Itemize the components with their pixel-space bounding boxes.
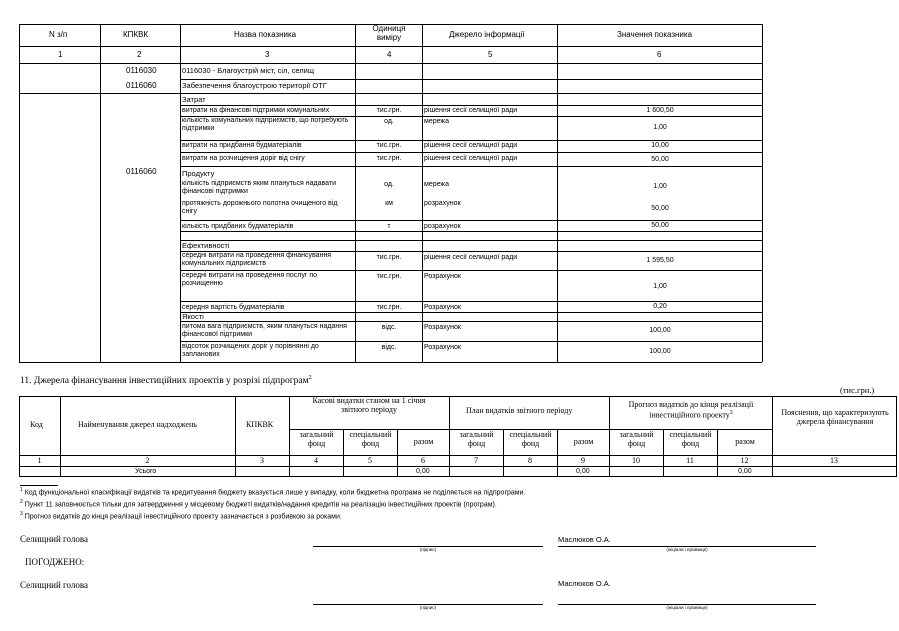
indicator-group: Затрат [182, 95, 206, 104]
indicator-unit: т [387, 223, 391, 230]
indicator-unit: тис.грн. [376, 155, 402, 162]
indicator-source: рішення сесії селищної ради [424, 107, 518, 114]
footnote-2: $^2$ Пункт 11 заповнюється тільки для затвердження у місцевому бюджеті видатків/надання кредитів на реалізацію інвестиційних проектів (програм). [20, 499, 497, 509]
indicator-group: Ефективності [182, 241, 230, 250]
indicator-source: Розрахунок [424, 304, 461, 311]
indicator-name: кількість підприємств яким плануться надавати фінансові підтримки [182, 180, 337, 195]
indicator-name: витрати на фінансові підтримки комунальних [182, 107, 330, 114]
header-kpkvk: КПКВК [123, 30, 149, 39]
indicator-unit: од. [384, 118, 394, 125]
header-source: Джерело інформації [449, 30, 525, 39]
indicator-source: Розрахунок [424, 273, 461, 280]
indicator-value: 50,00 [651, 156, 669, 163]
total-row-plan: 0,00 [576, 468, 590, 475]
units-label: (тис.грн.) [840, 385, 875, 395]
name-caption: (ініціали і прізвище) [666, 605, 708, 610]
total-row-forecast: 0,00 [738, 468, 752, 475]
indicator-value: 100,00 [649, 327, 671, 334]
colnum: 12 [740, 456, 749, 465]
section-11-title: 11. Джерела фінансування інвестиційних проектів у розрізі підпрограм$^2$ [20, 375, 312, 387]
indicator-value: 1 595,50 [646, 257, 674, 264]
header-code: Код [30, 420, 43, 429]
indicator-source: мережа [424, 181, 449, 188]
total-row-cash: 0,00 [416, 468, 430, 475]
indicator-value: 1 600,50 [646, 107, 674, 114]
indicator-unit: відс. [381, 324, 397, 331]
indicator-name: 0116030 - Благоустрій міст, сіл, селищ [182, 66, 315, 75]
indicator-name: витрати на розчищення доріг від снігу [182, 155, 305, 162]
colnum: 3 [260, 456, 264, 465]
header-explanation: Пояснення, що характеризують джерела фінансування [781, 408, 889, 426]
colnum-5: 5 [488, 50, 493, 59]
header-cash-expenses: Касові видатки станом на 1 січня звітного періоду [312, 396, 426, 414]
signature-caption: (підпис) [419, 547, 437, 552]
colnum: 9 [581, 456, 585, 465]
subheader-total: разом [413, 437, 434, 446]
header-num: N з/п [49, 30, 68, 39]
indicator-unit: тис.грн. [376, 107, 402, 114]
subheader-general-fund: загальний фонд [459, 430, 494, 448]
colnum: 8 [528, 456, 532, 465]
indicator-unit: од. [384, 181, 394, 188]
indicator-source: рішення сесії селищної ради [424, 254, 518, 261]
indicator-unit: відс. [381, 344, 397, 351]
indicator-group: Продукту [182, 169, 215, 178]
colnum: 7 [474, 456, 478, 465]
header-source-name: Найменування джерел надходжень [78, 420, 197, 429]
footnote-separator [20, 485, 58, 486]
agreed-label: ПОГОДЖЕНО: [25, 557, 85, 567]
indicator-name: протяжність дорожнього полотна очищеного від снігу [182, 200, 338, 215]
indicator-name: відсоток розчищених доріг у порівнянні до запланових [182, 343, 319, 358]
colnum: 11 [686, 456, 694, 465]
head-label: Селищний голова [20, 534, 89, 544]
indicator-unit: км [385, 200, 393, 207]
indicator-name: середні витрати на проведення послуг по розчищенню [182, 272, 318, 287]
indicator-unit: тис.грн. [376, 142, 402, 149]
indicator-source: рішення сесії селищної ради [424, 142, 518, 149]
colnum-4: 4 [387, 50, 392, 59]
total-row-label: Усього [135, 468, 157, 475]
indicator-name: кількість придбаних будматеріалів [182, 223, 294, 230]
indicator-source: рішення сесії селищної ради [424, 155, 518, 162]
colnum: 13 [830, 456, 838, 465]
indicator-name: середня вартість будматеріалів [182, 304, 285, 311]
footnote-1: $^1$ Код функціональної класифікації видатків та кредитування бюджету вказується лише у випадку, коли бюджетна програма не поділяється на підпрограми. [20, 487, 526, 497]
indicator-unit: тис.грн. [376, 273, 402, 280]
subheader-general-fund: загальний фонд [619, 430, 654, 448]
header-plan-expenses: План видатків звітного періоду [466, 406, 573, 415]
footnote-3: $^3$ Прогноз видатків до кінця реалізації інвестиційного проекту зазначається з розбивкою за роками. [20, 511, 342, 521]
header-indicator-name: Назва показника [234, 30, 297, 39]
indicator-source: розрахунок [424, 223, 461, 230]
indicator-group: Якості [182, 312, 204, 321]
colnum: 5 [368, 456, 372, 465]
header-unit: Одиниця виміру [372, 24, 406, 42]
colnum: 10 [632, 456, 640, 465]
colnum: 1 [37, 456, 42, 465]
head-name: Маслюков О.А. [558, 579, 611, 588]
colnum: 2 [145, 456, 150, 465]
colnum-3: 3 [265, 50, 270, 59]
subheader-total: разом [735, 437, 755, 446]
kpkvk-code: 0116060 [126, 81, 157, 90]
head-label: Селищний голова [20, 580, 89, 590]
subheader-general-fund: загальний фонд [299, 430, 334, 448]
indicator-value: 50,00 [651, 222, 669, 229]
indicator-value: 0,20 [653, 303, 667, 310]
indicator-value: 50,00 [651, 205, 669, 212]
signature-caption: (підпис) [419, 605, 437, 610]
indicator-name: Забезпечення благоустрою території ОТГ [182, 81, 327, 90]
colnum-2: 2 [137, 50, 142, 59]
colnum: 4 [314, 456, 318, 465]
indicator-source: мережа [424, 118, 449, 125]
kpkvk-merged-code: 0116060 [126, 167, 157, 176]
indicator-value: 1,00 [653, 283, 667, 290]
indicator-source: розрахунок [424, 200, 461, 207]
name-caption: (ініціали і прізвище) [666, 547, 708, 552]
indicator-value: 1,00 [653, 183, 667, 190]
indicator-unit: тис.грн. [376, 304, 402, 311]
subheader-special-fund: спеціальний фонд [509, 430, 552, 448]
header-value: Значення показника [617, 30, 693, 39]
indicator-name: витрати на придбання будматеріалів [182, 142, 302, 149]
indicator-source: Розрахунок [424, 344, 461, 351]
head-name: Маслюков О.А. [558, 535, 611, 544]
indicator-name: питома вага підприємств, яким плануться надання фінансової підтримки [182, 323, 347, 338]
indicator-value: 1,00 [653, 124, 667, 131]
kpkvk-code: 0116030 [126, 66, 157, 75]
subheader-total: разом [573, 437, 594, 446]
colnum-1: 1 [58, 50, 63, 59]
header-forecast-expenses: Прогноз видатків до кінця реалізації інвестиційного проекту$^3$ [628, 400, 754, 420]
subheader-special-fund: спеціальний фонд [349, 430, 392, 448]
indicator-source: Розрахунок [424, 324, 461, 331]
indicator-unit: тис.грн. [376, 254, 402, 261]
colnum-6: 6 [657, 50, 662, 59]
colnum: 6 [421, 456, 425, 465]
indicator-name: кількість комунальних підприємств, що потребують підтримки [182, 117, 349, 132]
indicator-value: 10,00 [651, 142, 669, 149]
indicator-name: середні витрати на проведення фінансування комунальних підприємств [182, 252, 332, 267]
subheader-special-fund: спеціальний фонд [669, 430, 712, 448]
header-kpkvk: КПКВК [246, 420, 274, 429]
indicator-value: 100,00 [649, 348, 671, 355]
